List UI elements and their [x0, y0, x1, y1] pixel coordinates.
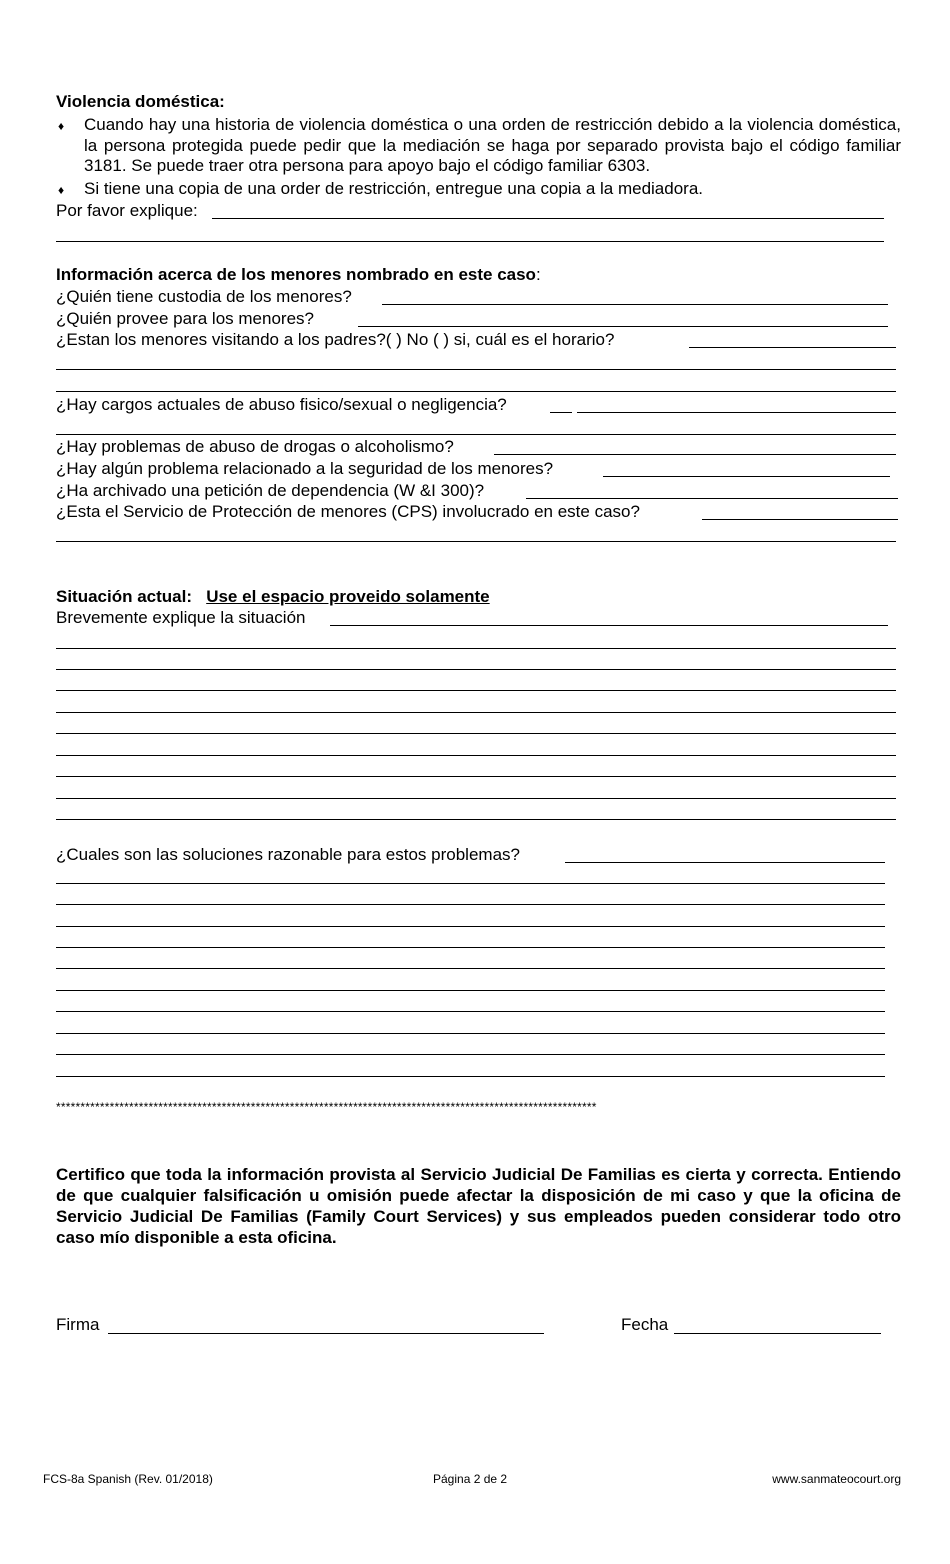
- solutions-question: ¿Cuales son las soluciones razonable para estos problemas?: [56, 845, 520, 864]
- date-label: Fecha: [621, 1315, 669, 1334]
- solutions-answer-line[interactable]: [56, 1076, 885, 1077]
- situation-answer-line[interactable]: [330, 625, 888, 626]
- signature-label: Firma: [56, 1315, 100, 1334]
- dependency-answer-line[interactable]: [526, 498, 898, 499]
- schedule-answer-line[interactable]: [56, 391, 896, 392]
- safety-answer-line[interactable]: [603, 476, 890, 477]
- drugs-question: ¿Hay problemas de abuso de drogas o alcoholismo?: [56, 437, 454, 456]
- footer-website: www.sanmateocourt.org: [772, 1472, 901, 1486]
- schedule-answer-line[interactable]: [56, 369, 896, 370]
- situation-answer-line[interactable]: [56, 819, 896, 820]
- solutions-answer-line[interactable]: [565, 862, 885, 863]
- abuse-question: ¿Hay cargos actuales de abuso fisico/sexual o negligencia?: [56, 395, 507, 414]
- solutions-answer-line[interactable]: [56, 1033, 885, 1034]
- situation-heading-row: [56, 587, 490, 607]
- schedule-answer-line[interactable]: [689, 347, 896, 348]
- footer-page-number: Página 2 de 2: [433, 1472, 508, 1486]
- situation-answer-line[interactable]: [56, 712, 896, 713]
- safety-question: ¿Hay algún problema relacionado a la seguridad de los menores?: [56, 459, 554, 478]
- solutions-answer-line[interactable]: [56, 926, 885, 927]
- explain-answer-line[interactable]: [56, 241, 884, 242]
- solutions-answer-line[interactable]: [56, 1054, 885, 1055]
- abuse-answer-line[interactable]: [56, 434, 896, 435]
- situation-note: Use el espacio proveido solamente: [206, 587, 490, 606]
- cps-question: ¿Esta el Servicio de Protección de menores (CPS) involucrado en este caso?: [56, 502, 640, 521]
- certification-paragraph: Certifico que toda la información provista al Servicio Judicial De Familias es cierta y correcta. Entiendo de que cualquier falsificación u omisión puede afectar la disposición de mi caso y que la oficina de Servicio Judicial De Familias (Family Court Services) y sus empleados pueden considerar todo otro caso mío disponible a esta oficina.: [56, 1165, 901, 1247]
- domestic-violence-bullet-2: Si tiene una copia de una order de restricción, entregue una copia a la mediadora.: [84, 179, 704, 198]
- drugs-answer-line[interactable]: [494, 454, 896, 455]
- custody-question: ¿Quién tiene custodia de los menores?: [56, 287, 352, 306]
- situation-explain-label: Brevemente explique la situación: [56, 608, 306, 627]
- situation-answer-line[interactable]: [56, 776, 896, 777]
- abuse-short-answer-line[interactable]: [550, 412, 572, 413]
- provides-answer-line[interactable]: [358, 326, 888, 327]
- solutions-answer-line[interactable]: [56, 990, 885, 991]
- date-line[interactable]: [674, 1333, 881, 1334]
- explain-answer-line[interactable]: [212, 218, 884, 219]
- explain-label: Por favor explique:: [56, 201, 198, 220]
- situation-answer-line[interactable]: [56, 648, 896, 649]
- solutions-answer-line[interactable]: [56, 883, 885, 884]
- bullet-diamond-icon: ♦: [58, 183, 65, 197]
- solutions-answer-line[interactable]: [56, 904, 885, 905]
- situation-answer-line[interactable]: [56, 755, 896, 756]
- situation-answer-line[interactable]: [56, 798, 896, 799]
- domestic-violence-heading: Violencia doméstica:: [56, 92, 225, 111]
- situation-answer-line[interactable]: [56, 733, 896, 734]
- footer-form-id: FCS-8a Spanish (Rev. 01/2018): [43, 1472, 213, 1486]
- situation-answer-line[interactable]: [56, 669, 896, 670]
- cps-answer-line[interactable]: [702, 519, 898, 520]
- signature-line[interactable]: [108, 1333, 544, 1334]
- situation-heading: Situación actual:: [56, 587, 193, 606]
- bullet-diamond-icon: ♦: [58, 119, 65, 133]
- dependency-question: ¿Ha archivado una petición de dependencia (W &I 300)?: [56, 481, 485, 500]
- domestic-violence-bullet-1: Cuando hay una historia de violencia doméstica o una orden de restricción debido a la violencia doméstica, la persona protegida puede pedir que la mediación se haga por separado provista bajo el código familiar 3181. Se puede traer otra persona para apoyo bajo el código familiar 6303.: [84, 115, 901, 175]
- solutions-answer-line[interactable]: [56, 1011, 885, 1012]
- solutions-answer-line[interactable]: [56, 947, 885, 948]
- abuse-answer-line[interactable]: [577, 412, 896, 413]
- cps-answer-line[interactable]: [56, 541, 896, 542]
- custody-answer-line[interactable]: [382, 304, 888, 305]
- minors-heading-colon: :: [535, 265, 541, 284]
- asterisk-separator: ***************************************************************************************************************: [56, 1100, 597, 1114]
- provides-question: ¿Quién provee para los menores?: [56, 309, 314, 328]
- visiting-question: ¿Estan los menores visitando a los padres?( ) No ( ) si, cuál es el horario?: [56, 330, 615, 349]
- situation-answer-line[interactable]: [56, 690, 896, 691]
- solutions-answer-line[interactable]: [56, 968, 885, 969]
- minors-heading-row: [56, 265, 541, 285]
- minors-heading: Información acerca de los menores nombrado en este caso: [56, 265, 536, 284]
